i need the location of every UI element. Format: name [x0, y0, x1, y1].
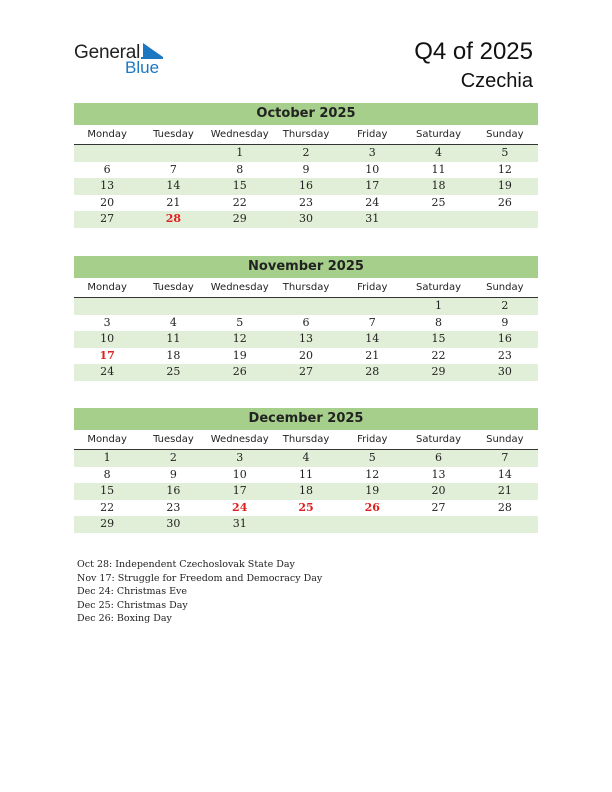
country-subtitle: Czechia [460, 70, 533, 92]
date-cell: 12 [232, 332, 247, 345]
date-cell: 6 [103, 162, 111, 176]
date-cell: 16 [298, 179, 313, 192]
holiday-notes [77, 558, 322, 626]
date-cell: 24 [100, 365, 115, 378]
week-row [74, 162, 538, 179]
date-cell: 6 [302, 315, 310, 329]
date-cell: 20 [298, 348, 313, 362]
date-cell: 2 [302, 146, 310, 159]
date-cell: 27 [100, 212, 115, 225]
weekday-label: Monday [87, 129, 127, 140]
date-cell: 20 [100, 195, 115, 209]
holiday-date-cell: 26 [364, 500, 380, 514]
week-row [74, 145, 538, 162]
date-cell [74, 298, 140, 315]
date-cell: 29 [431, 365, 446, 378]
date-cell: 13 [431, 467, 446, 481]
date-cell: 1 [236, 146, 244, 159]
weekday-label: Friday [357, 129, 388, 140]
date-cell: 27 [298, 365, 313, 378]
date-cell: 21 [365, 348, 380, 362]
date-cell: 25 [431, 195, 446, 209]
date-cell: 4 [435, 146, 443, 159]
date-cell [472, 516, 538, 533]
date-cell: 9 [302, 162, 310, 176]
week-row [74, 467, 538, 484]
date-cell [339, 298, 405, 315]
logo-flag-icon [141, 43, 163, 59]
date-cell: 5 [368, 451, 376, 464]
month-november [74, 256, 538, 381]
weekday-label: Thursday [282, 129, 330, 140]
date-cell: 11 [298, 467, 313, 481]
holiday-note: Nov 17: Struggle for Freedom and Democracy Day [77, 572, 323, 584]
date-cell: 17 [232, 484, 247, 497]
date-cell: 11 [166, 332, 181, 345]
date-cell [405, 211, 471, 228]
date-cell: 30 [166, 517, 181, 530]
date-cell: 10 [232, 467, 247, 481]
date-cell: 5 [236, 315, 244, 329]
date-cell: 23 [298, 195, 313, 209]
date-cell: 15 [232, 179, 247, 192]
date-cell: 1 [103, 451, 111, 464]
weekday-label: Tuesday [153, 282, 194, 293]
date-cell [140, 298, 206, 315]
week-row [74, 483, 538, 500]
date-cell: 19 [232, 348, 247, 362]
week-row [74, 178, 538, 195]
date-cell: 29 [100, 517, 115, 530]
date-cell: 3 [103, 315, 111, 329]
date-cell: 22 [100, 500, 115, 514]
weekday-label: Saturday [416, 282, 462, 293]
weekday-label: Tuesday [153, 434, 194, 445]
date-cell: 13 [100, 179, 115, 192]
date-cell: 27 [431, 500, 446, 514]
weekday-label: Wednesday [210, 434, 269, 445]
date-cell [207, 298, 273, 315]
date-cell: 8 [435, 315, 443, 329]
date-cell [140, 145, 206, 162]
date-cell: 8 [236, 162, 244, 176]
holiday-date-cell: 28 [165, 212, 182, 225]
date-cell: 10 [100, 332, 115, 345]
date-cell: 6 [435, 451, 443, 464]
weekday-label: Thursday [282, 282, 330, 293]
date-cell [339, 516, 405, 533]
weekday-label: Wednesday [210, 282, 269, 293]
week-row [74, 298, 538, 315]
date-cell: 18 [431, 179, 446, 192]
date-cell: 16 [166, 484, 181, 497]
date-cell: 23 [497, 348, 512, 362]
date-cell: 29 [232, 212, 247, 225]
date-cell: 7 [368, 315, 376, 329]
month-header: October 2025 [74, 103, 538, 125]
week-row [74, 195, 538, 212]
month-header: December 2025 [74, 408, 538, 430]
date-cell: 14 [497, 467, 512, 481]
date-cell: 14 [365, 332, 380, 345]
week-row [74, 315, 538, 332]
week-row [74, 364, 538, 381]
logo-text-blue: Blue [125, 58, 160, 77]
week-row [74, 516, 538, 533]
week-row [74, 450, 538, 467]
date-cell: 8 [103, 467, 111, 481]
weekday-label: Sunday [486, 129, 524, 140]
date-cell: 26 [232, 365, 247, 378]
holiday-note: Dec 26: Boxing Day [77, 613, 172, 624]
weekday-label: Sunday [486, 282, 524, 293]
weekday-header-row [74, 430, 538, 450]
date-cell: 4 [302, 451, 310, 464]
date-cell: 18 [166, 348, 181, 362]
date-cell: 7 [501, 451, 509, 464]
date-cell: 21 [166, 195, 181, 209]
date-cell: 23 [166, 500, 181, 514]
holiday-note: Oct 28: Independent Czechoslovak State Day [77, 559, 295, 570]
date-cell: 22 [232, 195, 247, 209]
week-row [74, 348, 538, 365]
weekday-label: Sunday [486, 434, 524, 445]
date-cell: 1 [435, 299, 443, 312]
date-cell: 31 [232, 517, 247, 530]
date-cell: 22 [431, 348, 446, 362]
date-cell: 16 [497, 332, 512, 345]
weekday-label: Friday [357, 282, 388, 293]
weekday-label: Tuesday [153, 129, 194, 140]
week-row [74, 211, 538, 228]
weekday-header-row [74, 125, 538, 145]
date-cell [472, 211, 538, 228]
date-cell: 2 [501, 299, 509, 312]
date-cell: 21 [497, 484, 512, 497]
date-cell: 20 [431, 484, 446, 497]
month-header: November 2025 [74, 256, 538, 278]
date-cell [273, 516, 339, 533]
weekday-label: Thursday [282, 434, 330, 445]
date-cell: 3 [368, 146, 376, 159]
date-cell [273, 298, 339, 315]
date-cell: 28 [365, 365, 380, 378]
date-cell: 12 [497, 162, 512, 176]
weekday-label: Monday [87, 282, 127, 293]
date-cell [74, 145, 140, 162]
week-row [74, 500, 538, 517]
date-cell: 26 [497, 195, 512, 209]
holiday-date-cell: 25 [298, 500, 314, 514]
date-cell: 11 [431, 162, 446, 176]
date-cell: 31 [365, 212, 380, 225]
logo-text-general: General [74, 42, 141, 63]
date-cell: 3 [236, 451, 244, 464]
date-cell: 12 [365, 467, 380, 481]
date-cell: 17 [365, 179, 380, 192]
date-cell: 10 [365, 162, 380, 176]
date-cell: 5 [501, 146, 509, 159]
date-cell: 30 [298, 212, 313, 225]
date-cell: 18 [298, 484, 313, 497]
holiday-date-cell: 17 [99, 348, 115, 362]
date-cell: 30 [497, 365, 512, 378]
weekday-label: Saturday [416, 434, 462, 445]
holiday-note: Dec 25: Christmas Day [77, 599, 188, 611]
date-cell: 9 [501, 315, 509, 329]
weekday-label: Friday [357, 434, 388, 445]
date-cell: 25 [166, 365, 181, 378]
date-cell: 13 [298, 332, 313, 345]
date-cell [405, 516, 471, 533]
date-cell: 15 [431, 332, 446, 345]
date-cell: 14 [166, 179, 181, 192]
date-cell: 7 [169, 162, 177, 176]
month-october [74, 103, 538, 228]
page-title: Q4 of 2025 [414, 38, 533, 65]
date-cell: 24 [365, 195, 380, 209]
weekday-header-row [74, 278, 538, 298]
date-cell: 4 [169, 315, 177, 329]
date-cell: 19 [497, 179, 512, 192]
date-cell: 28 [497, 500, 512, 514]
date-cell: 2 [169, 451, 177, 464]
weekday-label: Saturday [416, 129, 462, 140]
date-cell: 19 [365, 484, 380, 497]
weekday-label: Wednesday [210, 129, 269, 140]
brand-logo [74, 42, 174, 78]
weekday-label: Monday [87, 434, 127, 445]
date-cell: 9 [169, 467, 177, 481]
week-row [74, 331, 538, 348]
month-december [74, 408, 538, 533]
holiday-note: Dec 24: Christmas Eve [77, 586, 188, 597]
holiday-date-cell: 24 [232, 500, 248, 514]
date-cell: 15 [100, 484, 115, 497]
